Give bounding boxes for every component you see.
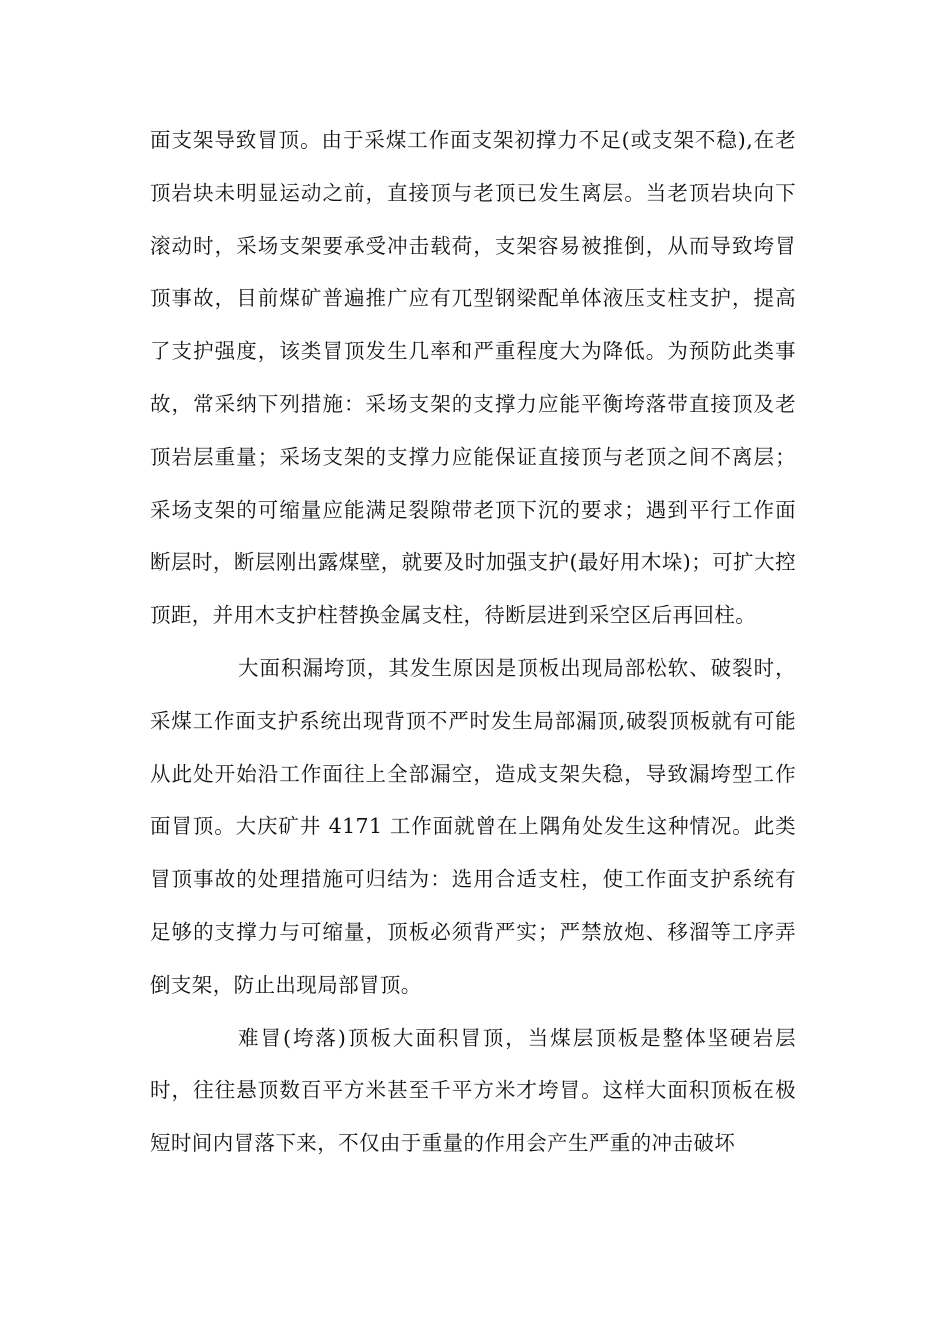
paragraph-hard-roof-collapse: 难冒(垮落)顶板大面积冒顶，当煤层顶板是整体坚硬岩层时，往往悬顶数百平方米甚至千平方米才垮冒。这样大面积顶板在极短时间内冒落下来，不仅由于重量的作用会产生严重的冲击破坏 (150, 1025, 796, 1156)
paragraph-support-failure: 面支架导致冒顶。由于采煤工作面支架初撑力不足(或支架不稳),在老顶岩块未明显运动之前，直接顶与老顶已发生离层。当老顶岩块向下滚动时，采场支架要承受冲击载荷，支架容易被推倒，从而导致垮冒顶事故，目前煤矿普遍推广应有兀型钢梁配单体液压支柱支护，提高了支护强度，该类冒顶发生几率和严重程度大为降低。为预防此类事故，常采纳下列措施：采场支架的支撑力应能平衡垮落带直接顶及老顶岩层重量；采场支架的支撑力应能保证直接顶与老顶之间不离层；采场支架的可缩量应能满足裂隙带老顶下沉的要求；遇到平行工作面断层时，断层刚出露煤壁，就要及时加强支护(最好用木垛)；可扩大控顶距，并用木支护柱替换金属支柱，待断层进到采空区后再回柱。 (150, 128, 796, 628)
paragraph-leakage-collapse: 大面积漏垮顶，其发生原因是顶板出现局部松软、破裂时，采煤工作面支护系统出现背顶不严时发生局部漏顶,破裂顶板就有可能从此处开始沿工作面往上全部漏空，造成支架失稳，导致漏垮型工作面冒顶。大庆矿井 4171 工作面就曾在上隅角处发生这种情况。此类冒顶事故的处理措施可归结为：选用合适支柱，使工作面支护系统有足够的支撑力与可缩量，顶板必须背严实；严禁放炮、移溜等工序弄倒支架，防止出现局部冒顶。 (150, 655, 796, 997)
document-page (150, 114, 796, 1170)
